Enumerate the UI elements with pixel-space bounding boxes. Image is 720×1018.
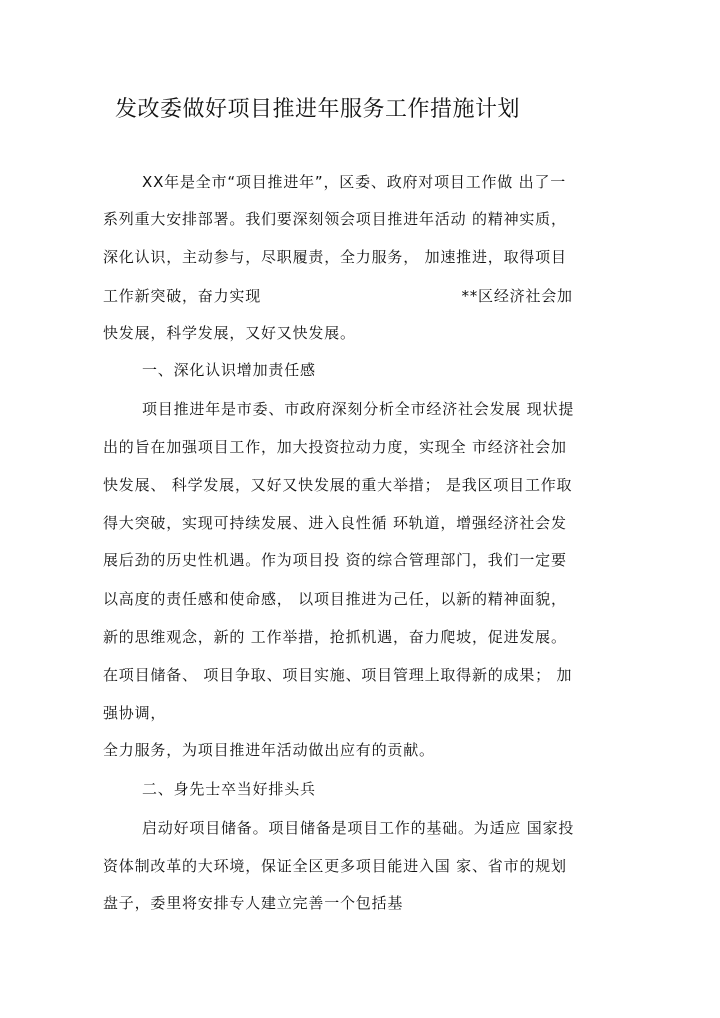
paragraph-line: 新的思维观念，新的 工作举措，抢抓机遇，奋力爬坡，促进发展。 bbox=[103, 628, 567, 646]
paragraph-line: 系列重大安排部署。我们要深刻领会项目推进年活动 的精神实质， bbox=[103, 210, 567, 228]
document-title: 发改委做好项目推进年服务工作措施计划 bbox=[115, 97, 521, 122]
paragraph-line: 强协调， bbox=[103, 704, 167, 722]
paragraph-line: 快发展、 科学发展，又好又快发展的重大举措； 是我区项目工作取 bbox=[103, 476, 573, 494]
paragraph-line: 工作新突破，奋力实现 **区经济社会加 bbox=[103, 287, 573, 305]
paragraph-line: 快发展，科学发展，又好又快发展。 bbox=[103, 324, 356, 342]
paragraph-line: 资体制改革的大环境，保证全区更多项目能进入国 家、省市的规划 bbox=[103, 857, 567, 875]
paragraph-line: 得大突破，实现可持续发展、进入良性循 环轨道，增强经济社会发 bbox=[103, 514, 567, 532]
paragraph-line: 全力服务，为项目推进年活动做出应有的贡献。 bbox=[103, 741, 435, 759]
paragraph-line: 展后劲的历史性机遇。作为项目投 资的综合管理部门，我们一定要 bbox=[103, 551, 567, 569]
paragraph-line: 深化认识，主动参与，尽职履责，全力服务， 加速推进，取得项目 bbox=[103, 248, 567, 266]
section-heading: 一、深化认识增加责任感 bbox=[142, 361, 316, 379]
paragraph-line: 以高度的责任感和使命感， 以项目推进为己任，以新的精神面貌， bbox=[103, 590, 567, 608]
paragraph-line: XX年是全市“项目推进年”，区委、政府对项目工作做 出了一 bbox=[142, 173, 567, 191]
paragraph-line: 项目推进年是市委、市政府深刻分析全市经济社会发展 现状提 bbox=[142, 400, 575, 418]
paragraph-line: 启动好项目储备。项目储备是项目工作的基础。为适应 国家投 bbox=[142, 819, 575, 837]
paragraph-line: 出的旨在加强项目工作，加大投资拉动力度，实现全 市经济社会加 bbox=[103, 438, 567, 456]
paragraph-line: 盘子，委里将安排专人建立完善一个包括基 bbox=[103, 894, 404, 912]
paragraph-line: 在项目储备、 项目争取、项目实施、项目管理上取得新的成果； 加 bbox=[103, 666, 573, 684]
section-heading: 二、身先士卒当好排头兵 bbox=[142, 780, 316, 798]
